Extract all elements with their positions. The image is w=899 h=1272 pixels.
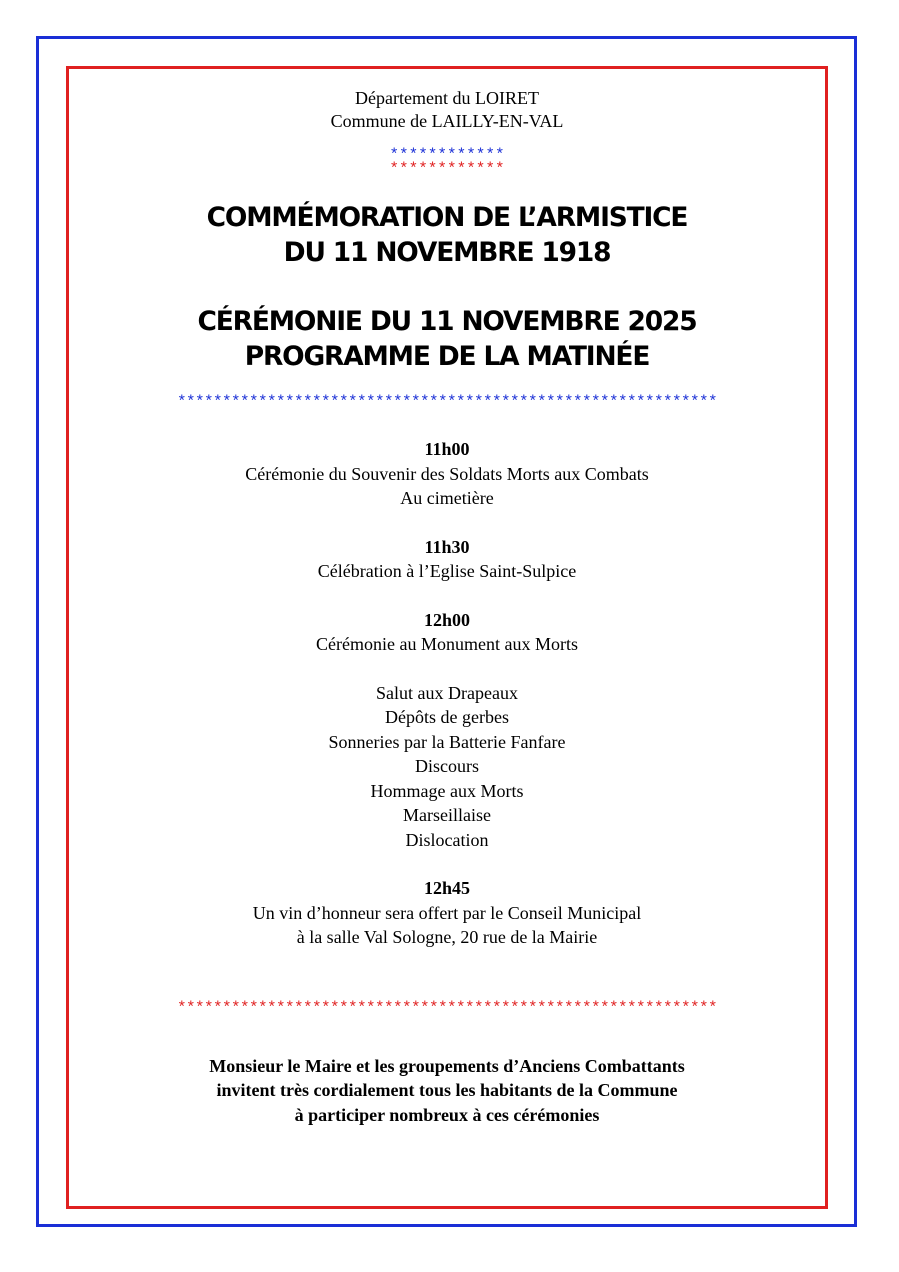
poster-content (66, 66, 828, 1127)
title-line-2: DU 11 NOVEMBRE 1918 (283, 237, 611, 268)
time-label: 12h00 (423, 609, 470, 630)
closing-line: Monsieur le Maire et les groupements d’Anciens Combattants (209, 1055, 685, 1076)
program-line: Célébration à l’Eglise Saint-Sulpice (317, 561, 577, 581)
ceremony-step: Dislocation (405, 829, 489, 850)
ceremony-step: Marseillaise (403, 805, 491, 825)
time-label: 11h00 (424, 439, 470, 459)
program-line: Cérémonie du Souvenir des Soldats Morts aux Combats (245, 463, 649, 484)
red-stars-short: ************ (389, 160, 505, 178)
closing-invitation (66, 1054, 828, 1128)
ceremony-step: Discours (415, 756, 479, 776)
red-stars-long: ************************************************************ (176, 998, 718, 1017)
closing-line: invitent très cordialement tous les habitants de la Commune (216, 1080, 678, 1100)
commune-line: Commune de LAILLY-EN-VAL (330, 111, 564, 131)
closing-line: à participer nombreux à ces cérémonies (294, 1104, 600, 1125)
short-separator (66, 148, 828, 176)
ceremony-step: Dépôts de gerbes (385, 707, 509, 727)
header (66, 87, 828, 133)
armistice-title (66, 200, 828, 270)
ceremony-step: Hommage aux Morts (370, 780, 524, 801)
program-item-1130 (66, 535, 828, 584)
time-label: 12h45 (423, 878, 470, 898)
time-label: 11h30 (424, 536, 470, 557)
title-line-4: PROGRAMME DE LA MATINÉE (244, 341, 650, 372)
title-line-1: COMMÉMORATION DE L’ARMISTICE (206, 202, 688, 233)
reception-line: à la salle Val Sologne, 20 rue de la Mairie (296, 927, 598, 947)
ceremony-step: Sonneries par la Batterie Fanfare (328, 731, 566, 752)
program-line: Au cimetière (400, 488, 494, 508)
reception-line: Un vin d’honneur sera offert par le Conseil Municipal (252, 902, 642, 923)
ceremony-title (66, 304, 828, 374)
title-line-3: CÉRÉMONIE DU 11 NOVEMBRE 2025 (197, 306, 697, 337)
program-line: Cérémonie au Monument aux Morts (316, 634, 578, 654)
ceremony-step: Salut aux Drapeaux (376, 682, 518, 703)
program-item-1200 (66, 608, 828, 657)
blue-stars-short: ************ (389, 146, 505, 164)
department-line: Département du LOIRET (355, 88, 539, 108)
ceremony-steps (66, 681, 828, 853)
blue-stars-long: ************************************************************ (176, 393, 718, 411)
program-item-1245 (66, 876, 828, 950)
program-item-1100 (66, 437, 828, 511)
